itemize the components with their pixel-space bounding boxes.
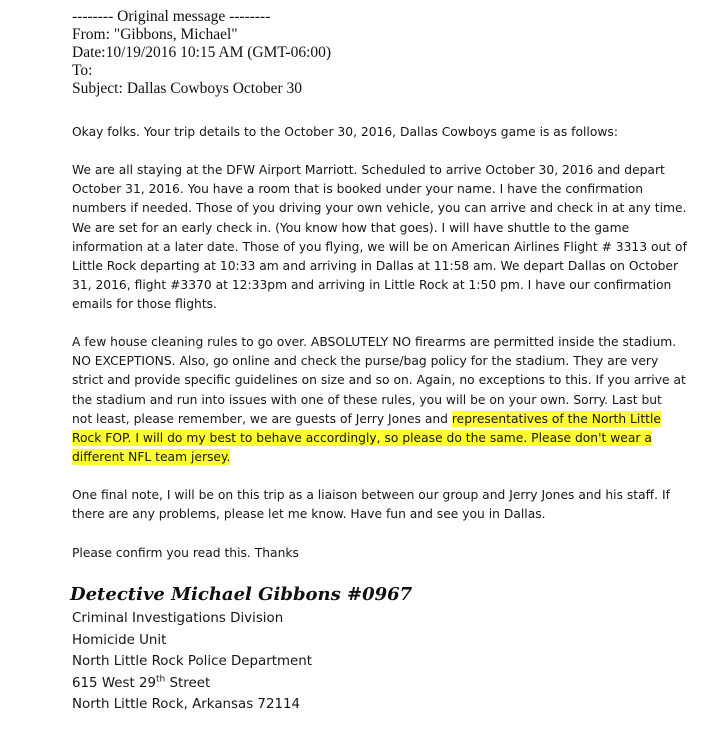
- highlighted-text: different NFL team jersey.: [72, 450, 231, 465]
- address-number: 615 West 29: [72, 675, 157, 691]
- text-line: strict and provide specific guidelines on size and so on. Again, no exceptions to this. If you arrive at: [72, 373, 686, 388]
- text-segment: not least, please remember, we are guests of Jerry Jones and: [72, 411, 452, 426]
- date-line: [72, 44, 331, 62]
- text-line: One final note, I will be on this trip as a liaison between our group and Jerry Jones and his staff. If: [72, 488, 670, 502]
- text-line: emails for those flights.: [72, 297, 217, 312]
- text-line: Please confirm you read this. Thanks: [72, 546, 299, 560]
- from-label: From:: [72, 26, 110, 43]
- highlighted-text: Rock FOP. I will do my best to behave accordingly, so please do the same. Please don't wear a: [72, 430, 652, 445]
- text-line: We are set for an early check in. (You know how that goes). I will have shuttle to the game: [72, 220, 630, 235]
- subject-value: Dallas Cowboys October 30: [126, 80, 303, 97]
- text-line: Little Rock departing at 10:33 am and arriving in Dallas at 11:58 am. We depart Dallas on October: [72, 258, 679, 273]
- signature-street-address: [72, 673, 312, 695]
- from-value: "Gibbons, Michael": [113, 26, 238, 43]
- original-message-separator: -------- Original message --------: [72, 8, 271, 25]
- text-line: the stadium and run into issues with one of these rules, you will be on your own. Sorry. Last but: [72, 392, 662, 407]
- text-line: [72, 448, 672, 467]
- subject-line: [72, 80, 302, 98]
- text-line: We are all staying at the DFW Airport Marriott. Scheduled to arrive October 30, 2016 and depart: [72, 163, 665, 177]
- signature-department: North Little Rock Police Department: [72, 654, 312, 669]
- text-line: [72, 410, 672, 429]
- signature-city-state: North Little Rock, Arkansas 72114: [72, 697, 301, 712]
- from-line: [72, 26, 238, 44]
- address-street: Street: [165, 675, 211, 691]
- to-line: [72, 62, 96, 80]
- address-ordinal: th: [156, 674, 166, 685]
- paragraph-confirm: [72, 544, 672, 563]
- paragraph-lodging-flights: [72, 161, 687, 315]
- signature-division: Criminal Investigations Division: [72, 611, 284, 626]
- paragraph-intro: [72, 123, 672, 142]
- text-line: A few house cleaning rules to go over. ABSOLUTELY NO firearms are permitted inside the stadium.: [72, 335, 677, 349]
- date-value: 10/19/2016 10:15 AM (GMT-06:00): [105, 44, 332, 61]
- text-line: numbers if needed. Those of you driving your own vehicle, you can arrive and check in at any time.: [72, 201, 687, 216]
- paragraph-rules: [72, 333, 686, 467]
- to-label: To:: [72, 62, 93, 79]
- text-line: [72, 429, 672, 448]
- signature-unit: Homicide Unit: [72, 632, 167, 648]
- highlighted-text: representatives of the North Little: [451, 411, 661, 426]
- paragraph-final-note: [72, 486, 672, 524]
- text-line: October 31, 2016. You have a room that is booked under your name. I have the confirmation: [72, 182, 644, 197]
- text-line: Okay folks. Your trip details to the October 30, 2016, Dallas Cowboys game is as follows:: [72, 125, 618, 139]
- text-line: NO EXCEPTIONS. Also, go online and check the purse/bag policy for the stadium. They are very: [72, 354, 659, 369]
- date-label: Date:: [72, 44, 106, 61]
- signature-block: [72, 608, 312, 716]
- text-line: information at a later date. Those of you flying, we will be on American Airlines Flight # 3313 out of: [72, 239, 687, 254]
- signature-name: Detective Michael Gibbons #0967: [70, 584, 413, 605]
- text-line: 31, 2016, flight #3370 at 12:33pm and arriving in Little Rock at 1:50 pm. I have our confirmation: [72, 278, 672, 293]
- subject-label: Subject:: [72, 80, 123, 97]
- text-line: there are any problems, please let me know. Have fun and see you in Dallas.: [72, 507, 546, 522]
